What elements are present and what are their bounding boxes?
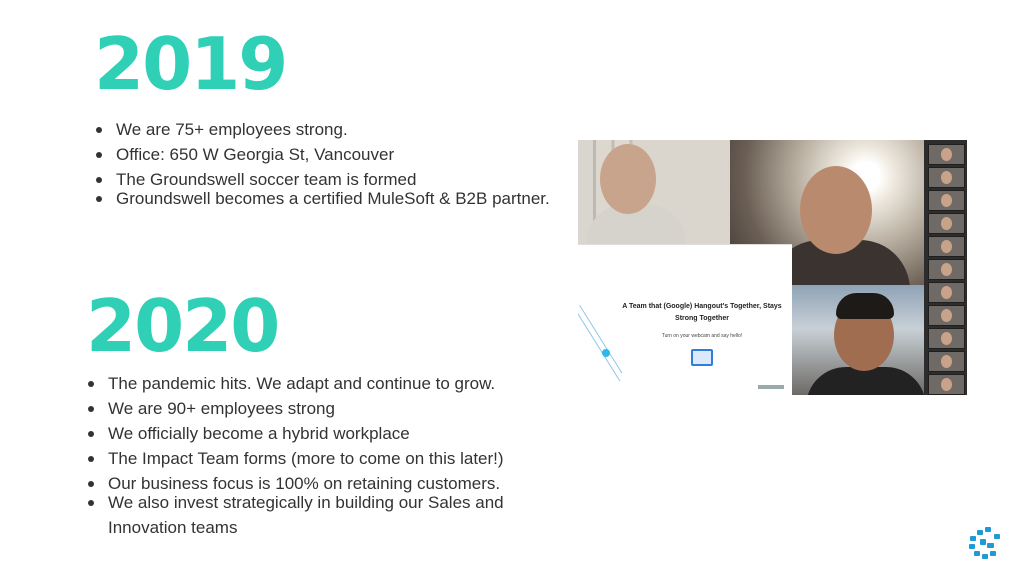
list-item: Our business focus is 100% on retaining customers. bbox=[86, 471, 566, 496]
participant-face bbox=[941, 194, 952, 207]
list-item: Groundswell becomes a certified MuleSoft & B2B partner. bbox=[94, 186, 564, 211]
participant-thumbnail[interactable] bbox=[928, 144, 965, 165]
participant-face bbox=[941, 332, 952, 345]
participant-face bbox=[941, 148, 952, 161]
list-item: Office: 650 W Georgia St, Vancouver bbox=[94, 142, 564, 167]
participant-face bbox=[941, 378, 952, 391]
bullet-list-2020 bbox=[86, 371, 566, 540]
video-call-screenshot bbox=[578, 140, 967, 395]
list-item: We also invest strategically in building our Sales and Innovation teams bbox=[86, 490, 566, 540]
list-item: The Impact Team forms (more to come on this later!) bbox=[86, 446, 566, 471]
year-2019-heading: 2019 bbox=[94, 22, 287, 106]
participant-thumbnail[interactable] bbox=[928, 351, 965, 372]
participant-face bbox=[941, 240, 952, 253]
participant-thumbnail[interactable] bbox=[928, 236, 965, 257]
list-item: We officially become a hybrid workplace bbox=[86, 421, 566, 446]
list-item: The pandemic hits. We adapt and continue to grow. bbox=[86, 371, 566, 396]
year-2020-heading: 2020 bbox=[86, 284, 279, 368]
participant-face bbox=[800, 166, 872, 254]
decorative-dot bbox=[602, 349, 610, 357]
participant-face bbox=[941, 263, 952, 276]
list-item: The Groundswell soccer team is formed bbox=[94, 167, 564, 192]
participant-thumbnail[interactable] bbox=[928, 305, 965, 326]
participant-video-1 bbox=[578, 140, 730, 244]
decorative-line bbox=[578, 313, 620, 381]
participant-face bbox=[941, 309, 952, 322]
participant-thumbnail[interactable] bbox=[928, 213, 965, 234]
participant-thumbnail[interactable] bbox=[928, 374, 965, 395]
groundswell-logo-icon bbox=[968, 526, 1004, 560]
participant-thumbnail-rail bbox=[924, 140, 967, 395]
participant-face bbox=[941, 355, 952, 368]
participant-thumbnail[interactable] bbox=[928, 167, 965, 188]
participant-face bbox=[600, 144, 656, 214]
bullet-list-2019 bbox=[94, 117, 564, 211]
participant-shirt bbox=[806, 367, 924, 395]
participant-hair bbox=[836, 293, 894, 319]
participant-thumbnail[interactable] bbox=[928, 282, 965, 303]
participant-face bbox=[941, 171, 952, 184]
list-item: We are 90+ employees strong bbox=[86, 396, 566, 421]
slide-subtitle: Turn on your webcam and say hello! bbox=[661, 333, 743, 339]
participant-thumbnail[interactable] bbox=[928, 328, 965, 349]
participant-thumbnail[interactable] bbox=[928, 259, 965, 280]
slide-title: A Team that (Google) Hangout's Together, Stays Strong Together bbox=[622, 303, 782, 322]
list-item: We are 75+ employees strong. bbox=[94, 117, 564, 142]
participant-face bbox=[941, 217, 952, 230]
shared-slide bbox=[578, 244, 792, 395]
slide-logo bbox=[758, 385, 784, 389]
participant-face bbox=[941, 286, 952, 299]
webcam-icon bbox=[691, 349, 713, 366]
participant-video-3 bbox=[792, 285, 924, 395]
participant-thumbnail[interactable] bbox=[928, 190, 965, 211]
